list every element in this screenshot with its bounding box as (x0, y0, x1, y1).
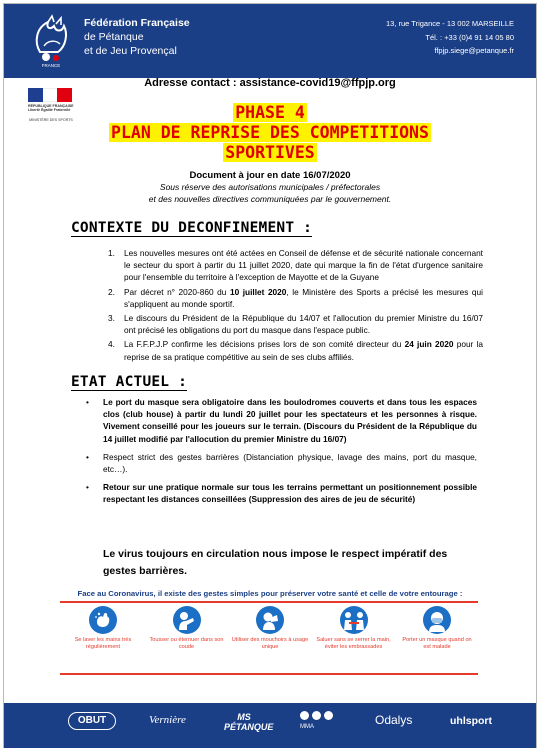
no-handshake-icon (340, 606, 368, 634)
svg-text:FRANCE: FRANCE (41, 63, 61, 68)
sponsor-obut-logo: OBUT (68, 712, 116, 730)
section-title-context: CONTEXTE DU DECONFINEMENT : (71, 220, 313, 236)
title-line3: SPORTIVES (225, 143, 315, 162)
federation-line3: et de Jeu Provençal (84, 45, 177, 57)
geste-item (64, 606, 142, 651)
federation-line1: Fédération Française (84, 17, 190, 29)
context-list (108, 247, 483, 365)
hand-wash-icon (89, 606, 117, 634)
title-line1: PHASE 4 (235, 103, 305, 122)
bullet-icon: • (86, 397, 89, 407)
reserve-line1: Sous réserve des autorisations municipales / préfectorales (159, 182, 381, 192)
list-item: 3. Le discours du Président de la République du 14/07 et l'allocution du premier Ministre du 16/07 ont précisé les obligations du port du masque dans l'espace public. (108, 313, 483, 336)
phone-line: Tél. : +33 (0)4 91 14 05 80 (425, 32, 514, 42)
list-item: • Retour sur une pratique normale sur tous les terrains permettant un positionnement possible respectant les distances conseillées (Suppression des aires de jeu de sécurité) (86, 482, 477, 505)
gestes-barrieres (64, 606, 476, 651)
bullet-icon: • (86, 451, 89, 462)
republic-label: RÉPUBLIQUE FRANÇAISE Liberté Égalité Fraternité (28, 104, 74, 113)
address-line: 13, rue Trigance - 13 002 MARSEILLE (386, 19, 514, 28)
state-list (86, 396, 477, 512)
geste-label: Saluer sans se serrer la main, éviter les embrassades (316, 637, 391, 650)
gestes-title: Face au Coronavirus, il existe des gestes simples pour préserver votre santé et celle de votre entourage : (77, 589, 463, 598)
geste-item (148, 606, 226, 651)
ffpjp-rooster-logo (26, 12, 76, 70)
geste-item (398, 606, 476, 651)
sponsor-mma-label: MMA (300, 724, 314, 730)
divider (60, 601, 478, 603)
document-title (0, 103, 540, 163)
contact-address: Adresse contact : assistance-covid19@ffpjp.org (144, 77, 396, 89)
section-title-state: ETAT ACTUEL : (71, 374, 188, 390)
french-flag-icon (28, 88, 72, 102)
federation-address (386, 17, 514, 58)
list-item: 2. Par décret n° 2020-860 du 10 juillet 2020, le Ministère des Sports a précisé les mesures qui s'appliquent au monde sportif. (108, 286, 483, 309)
virus-message: Le virus toujours en circulation nous impose le respect impératif des gestes barrières. (103, 548, 448, 577)
cough-elbow-icon (173, 606, 201, 634)
geste-item (231, 606, 309, 651)
geste-label: Utiliser des mouchoirs à usage unique (231, 637, 309, 650)
ministry-name: MINISTÈRE DES SPORTS (29, 117, 73, 122)
federation-line2: de Pétanque (84, 31, 144, 43)
geste-label: Se laver les mains très régulièrement (74, 637, 132, 650)
geste-label: Tousser ou éternuer dans son coude (149, 637, 224, 650)
bullet-icon: • (86, 482, 89, 493)
title-line2: PLAN DE REPRISE DES COMPETITIONS (111, 123, 429, 142)
reserve-line2: et des nouvelles directives communiquées par le gouvernement. (148, 193, 392, 204)
document-date: Document à jour en date 16/07/2020 (189, 170, 351, 181)
sponsor-mma-logo (300, 711, 333, 720)
list-item: 4. La F.F.P.J.P confirme les décisions prises lors de son comité directeur du 24 juin 2020 pour la reprise de sa pratique compétitive au sein de ses clubs affiliés. (108, 339, 484, 362)
geste-label: Porter un masque quand on est malade (402, 637, 472, 650)
geste-item (315, 606, 393, 651)
mask-icon (423, 606, 451, 634)
email-line: ffpjp.siege@petanque.fr (434, 46, 514, 55)
list-item: • Respect strict des gestes barrières (Distanciation physique, lavage des mains, port du masque, etc…). (86, 451, 477, 475)
sponsor-footer (4, 703, 536, 748)
divider (60, 673, 478, 675)
sponsor-verniere-logo: Vernière (149, 714, 186, 726)
sponsor-uhlsport-logo: uhlsport (450, 715, 492, 727)
sponsor-odalys-logo: Odalys (375, 713, 413, 727)
list-item: 1. Les nouvelles mesures ont été actées en Conseil de défense et de sécurité nationale concernant le secteur du sport à partir du 11 juillet 2020, date qui marque la fin de l'état d'urgence sanitaire pour l'ensemble du territoire à l'exception de Mayotte et de la Guyane (108, 248, 483, 283)
header-band (4, 4, 536, 78)
reserve-note (0, 182, 540, 205)
tissue-icon (256, 606, 284, 634)
federation-name (84, 16, 190, 58)
list-item: • Le port du masque sera obligatoire dans les boulodromes couverts et dans tous les espaces clos (club house) à partir du lundi 20 juillet pour les spectateurs et les personnes à risque. Vivement conseillé pour les joueurs sur le terrain. (Discours du Président de la République du 14 juillet modifié par l'allocution du premier Ministre du 16/07) (86, 397, 477, 444)
sponsor-ms-petanque-logo: MS PÉTANQUE (224, 712, 274, 732)
